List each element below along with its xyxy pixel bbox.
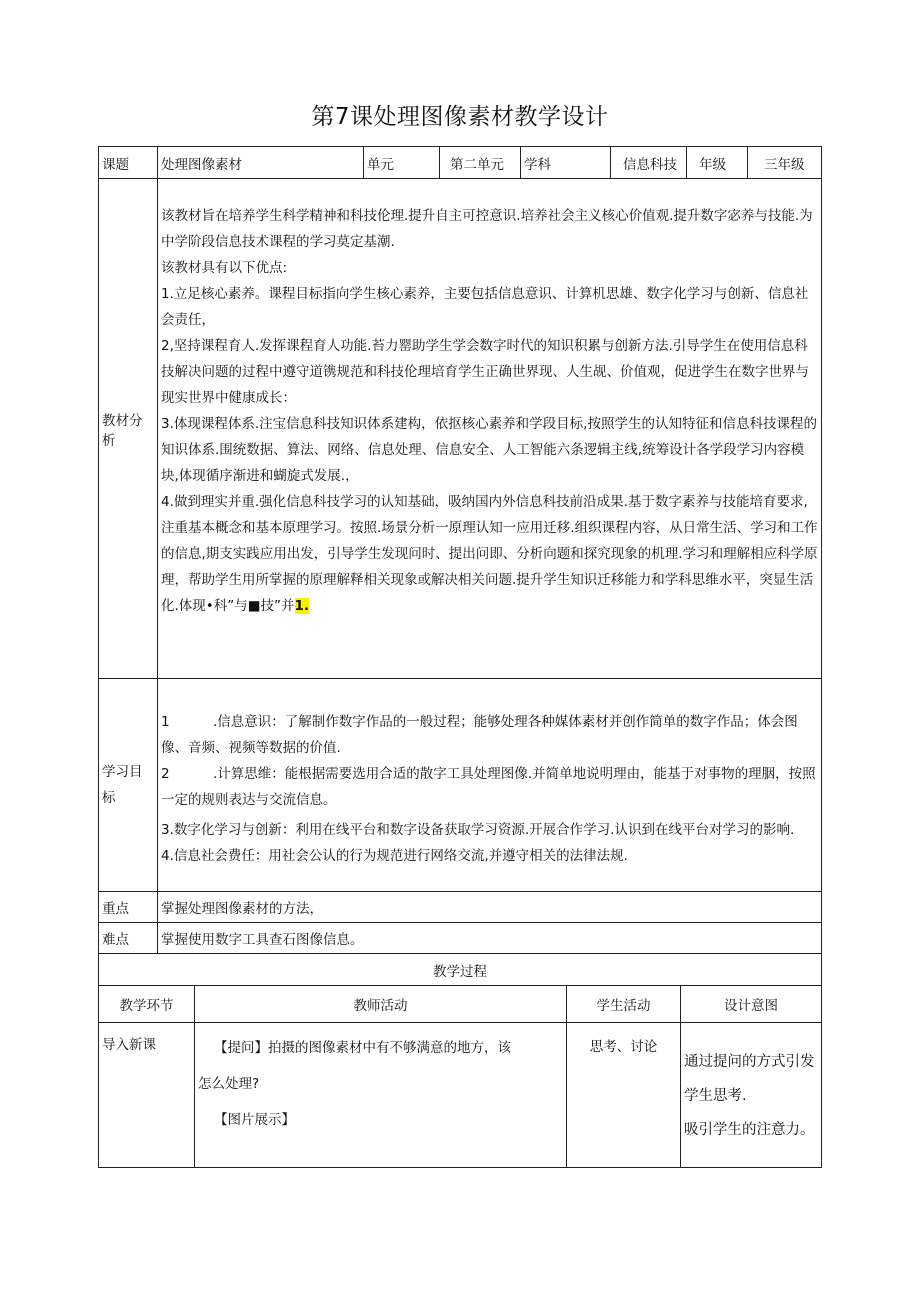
difficulty-label: 难点 bbox=[99, 923, 158, 954]
key-point-text: 掌握处理图像素材的方法， bbox=[158, 892, 822, 923]
material-paragraph: 该教材具有以下优点: bbox=[161, 260, 288, 276]
material-paragraph-text: 4.做到理实并重.强化信息科技学习的认知基础，吸纳国内外信息科技前沿成果.基于数字素养与技能培育要求,注重基本概念和基本原理学习。按照.场景分析一原理认知一应用迁移.组织课程内容，从日常生活、学习和工作的信息,期支实践应用出发，引导学生发现问时、提出问即、分析向题和探究现象的机理.学习和理解相应科学原理，帮助学生用所掌握的原理解释相关现象或解决相关问题.提升学生知识迁移能力和学科思维水平，突显生活化.体现•科”与■技”并 bbox=[161, 494, 818, 614]
design-intent-cell bbox=[681, 1023, 822, 1168]
material-analysis-row bbox=[99, 179, 822, 679]
material-paragraph: 该教材旨在培养学生科学精神和科技伦理.提升自主可控意识.培养社会主义核心价值观.提升数字宓养与技能.为中学阶段信息技术课程的学习莫定基潮. bbox=[161, 208, 813, 250]
design-intent-line: 学生思考. bbox=[684, 1088, 747, 1104]
material-analysis-content bbox=[158, 179, 822, 679]
goal-text: .信息意识：了解制作数字作品的一般过程；能够处理各种媒体素材并创作简单的数字作品；体会图像、音频、视频等数据的价值. bbox=[161, 714, 798, 756]
lesson-info-table bbox=[98, 146, 822, 986]
material-analysis-label: 教材分析 bbox=[99, 179, 158, 679]
design-intent-line: 吸引学生的注意力。 bbox=[684, 1122, 815, 1138]
teaching-process-table bbox=[98, 985, 822, 1168]
key-point-row bbox=[99, 892, 822, 923]
header-row bbox=[99, 147, 822, 179]
unit-value: 第二单元 bbox=[440, 147, 521, 179]
discipline-label: 学科 bbox=[521, 147, 611, 179]
process-header-row bbox=[99, 986, 822, 1023]
goal-number: 1 bbox=[161, 714, 170, 730]
goal-text: .计算思维：能根据需要选用合适的散字工具处理图像.并简单地说明理由，能基于对事物的理胭，按照一定的规则表达与交流信息。 bbox=[161, 766, 816, 808]
goal-item: 3.数字化学习与创新：利用在线平台和数字设备获取学习资源.开展合作学习.认识到在线平台对学习的影响. bbox=[161, 822, 795, 838]
learning-goals-row bbox=[99, 679, 822, 892]
subject-label: 课题 bbox=[99, 147, 158, 179]
learning-goals-content bbox=[158, 679, 822, 892]
design-intent-line: 通过提问的方式引发 bbox=[684, 1054, 815, 1070]
highlight-mark: 1. bbox=[294, 598, 310, 614]
grade-label: 年级 bbox=[687, 147, 748, 179]
material-paragraph: 3.体现课程体系.注宝信息科技知识体系建构，依抠核心素养和学段目标,按照学生的认知特征和信息科技课程的知识体系.围统数据、算法、网络、信息处理、信息安全、人工智能六条逻辑主线,统筹设计各学段学习内容模块,体现循序渐进和蝴旋式发展.， bbox=[161, 416, 817, 484]
process-title-row bbox=[99, 954, 822, 986]
subject-value: 处理图像素材 bbox=[158, 147, 364, 179]
difficulty-row bbox=[99, 923, 822, 954]
material-paragraph: 2,坚持课程育人.发挥课程育人功能.苔力罂助学生学会数字时代的知识积累与创新方法.引导学生在使用信息科技解决问题的过程中遵守道镌规范和科技伦理培育学生正确世界现、人生觇、价值观，促进学生在数字世界与现实世界中健康成长： bbox=[161, 338, 809, 406]
process-row bbox=[99, 1023, 822, 1168]
goal-item bbox=[161, 761, 818, 813]
student-activity-cell: 思考、讨论 bbox=[567, 1023, 681, 1168]
page-title: 第7课处理图像素材教学设计 bbox=[311, 104, 609, 130]
material-paragraph: 1.立足核心素养。课程目标指向学生核心素养，主要包括信息意识、计算机思雄、数字化学习与创新、信息社会责任， bbox=[161, 286, 809, 328]
discipline-value: 信息科技 bbox=[611, 147, 687, 179]
column-header: 学生活动 bbox=[567, 986, 681, 1023]
teacher-activity-line: 【提问】拍摄的图像素材中有不够满意的地方，该 bbox=[214, 1040, 511, 1056]
column-header: 设计意图 bbox=[681, 986, 822, 1023]
goal-item: 4.信息社会费任：用社会公认的行为规范进行网络交流,并遵守相关的法律法规. bbox=[161, 848, 628, 864]
goal-item bbox=[161, 709, 818, 761]
learning-goals-label: 学习目标 bbox=[99, 679, 158, 892]
stage-cell: 导入新课 bbox=[99, 1023, 195, 1168]
grade-value: 三年级 bbox=[748, 147, 822, 179]
teacher-activity-line: 怎么处理? bbox=[198, 1076, 260, 1092]
goal-number: 2 bbox=[161, 766, 170, 782]
teacher-activity-line: 【图片展示】 bbox=[214, 1112, 295, 1128]
column-header: 教学环节 bbox=[99, 986, 195, 1023]
process-title: 教学过程 bbox=[99, 954, 822, 986]
unit-label: 单元 bbox=[364, 147, 440, 179]
column-header: 教师活动 bbox=[195, 986, 567, 1023]
teacher-activity-cell bbox=[195, 1023, 567, 1168]
material-paragraph bbox=[161, 489, 818, 619]
key-point-label: 重点 bbox=[99, 892, 158, 923]
difficulty-text: 掌握使用数字工具查石图像信息。 bbox=[158, 923, 822, 954]
